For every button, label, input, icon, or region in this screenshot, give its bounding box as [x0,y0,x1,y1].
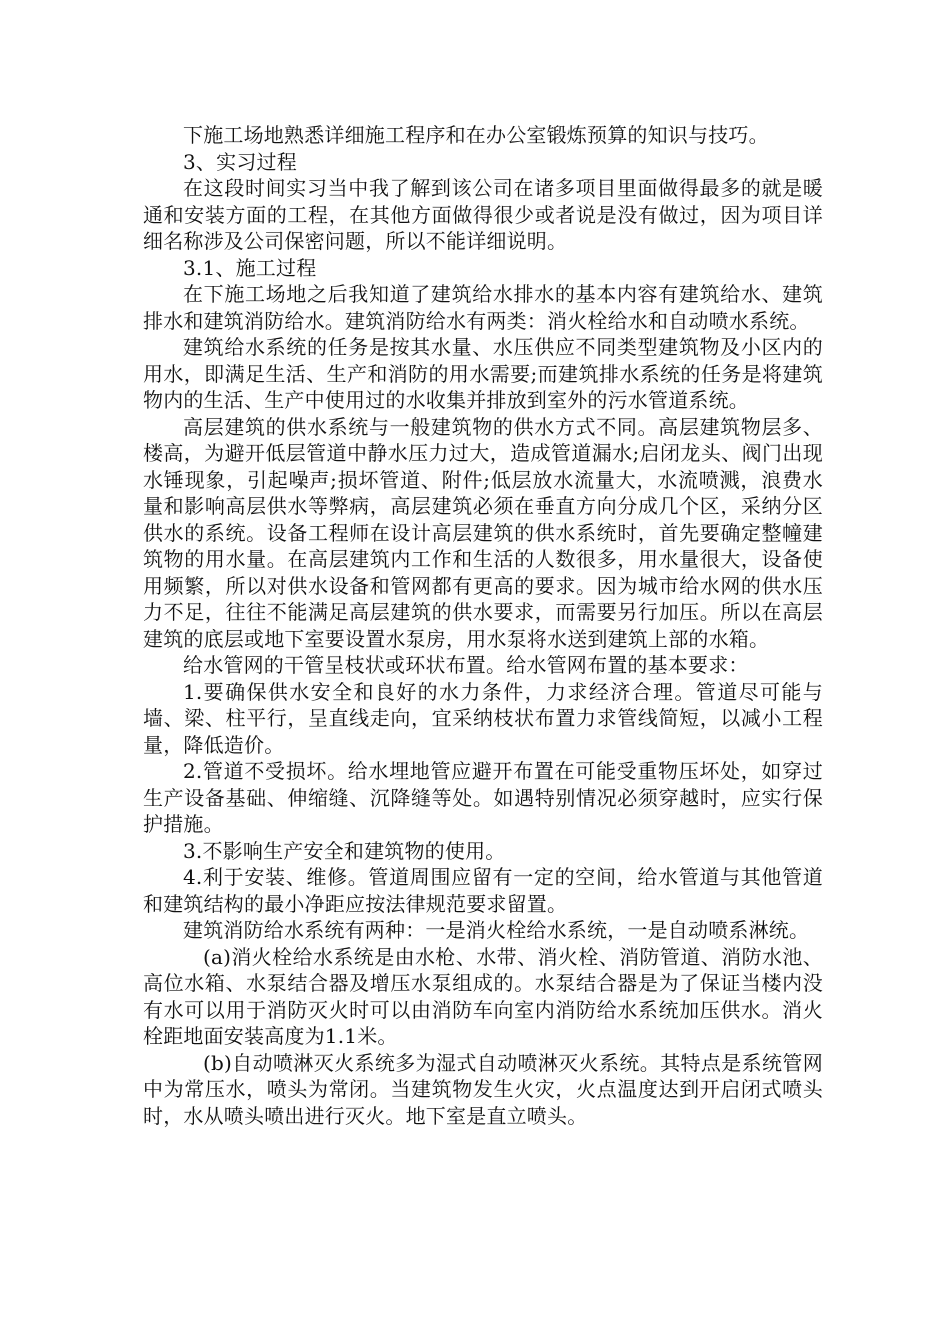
paragraph-water-supply-basics: 在下施工场地之后我知道了建筑给水排水的基本内容有建筑给水、建筑排水和建筑消防给水。建筑消防给水有两类：消火栓给水和自动喷水系统。 [143,282,823,333]
list-item-requirement-4: 4.利于安装、维修。管道周围应留有一定的空间，给水管道与其他管道和建筑结构的最小净距应按法律规范要求留置。 [143,865,823,916]
paragraph-sprinkler-system: (b)自动喷淋灭火系统多为湿式自动喷淋灭火系统。其特点是系统管网中为常压水，喷头为常闭。当建筑物发生火灾，火点温度达到开启闭式喷头时，水从喷头喷出进行灭火。地下室是直立喷头。 [143,1050,823,1128]
list-item-requirement-2: 2.管道不受损坏。给水埋地管应避开布置在可能受重物压坏处，如穿过生产设备基础、伸缩缝、沉降缝等处。如遇特别情况必须穿越时，应实行保护措施。 [143,759,823,836]
document-body [143,122,823,1129]
section-heading-construction-process: 3.1、施工过程 [183,255,317,280]
paragraph-continuation: 下施工场地熟悉详细施工程序和在办公室锻炼预算的知识与技巧。 [183,123,769,147]
paragraph-company-projects: 在这段时间实习当中我了解到该公司在诸多项目里面做得最多的就是暖通和安装方面的工程，在其他方面做得很少或者说是没有做过，因为项目详细名称涉及公司保密问题，所以不能详细说明。 [143,176,823,253]
paragraph-fire-water-systems: 建筑消防给水系统有两种：一是消火栓给水系统，一是自动喷系淋统。 [183,918,810,942]
paragraph-hydrant-system: (a)消火栓给水系统是由水枪、水带、消火栓、消防管道、消防水池、高位水箱、水泵结合器及增压水泵组成的。水泵结合器是为了保证当楼内没有水可以用于消防灭火时可以由消防车向室内消防给水系统加压供水。消火栓距地面安装高度为1.1米。 [143,944,823,1048]
section-heading-internship-process: 3、实习过程 [183,149,297,174]
paragraph-supply-drainage-tasks: 建筑给水系统的任务是按其水量、水压供应不同类型建筑物及小区内的用水，即满足生活、生产和消防的用水需要;而建筑排水系统的任务是将建筑物内的生活、生产中使用过的水收集并排放到室外的污水管道系统。 [143,335,823,412]
list-item-requirement-1: 1.要确保供水安全和良好的水力条件，力求经济合理。管道尽可能与墙、梁、柱平行，呈直线走向，宜采纳枝状布置力求管线简短，以减小工程量，降低造价。 [143,679,823,757]
paragraph-high-rise-supply: 高层建筑的供水系统与一般建筑物的供水方式不同。高层建筑物层多、楼高，为避开低层管道中静水压力过大，造成管道漏水;启闭龙头、阀门出现水锤现象，引起噪声;损坏管道、附件;低层放水流量大，水流喷溅，浪费水量和影响高层供水等弊病，高层建筑必须在垂直方向分成几个区，采纳分区供水的系统。设备工程师在设计高层建筑的供水系统时，首先要确定整幢建筑物的用水量。在高层建筑内工作和生活的人数很多，用水量很大，设备使用频繁，所以对供水设备和管网都有更高的要求。因为城市给水网的供水压力不足，往往不能满足高层建筑的供水要求，而需要另行加压。所以在高层建筑的底层或地下室要设置水泵房，用水泵将水送到建筑上部的水箱。 [143,414,823,651]
paragraph-pipe-network-layout: 给水管网的干管呈枝状或环状布置。给水管网布置的基本要求： [183,653,749,677]
list-item-requirement-3: 3.不影响生产安全和建筑物的使用。 [183,838,506,863]
